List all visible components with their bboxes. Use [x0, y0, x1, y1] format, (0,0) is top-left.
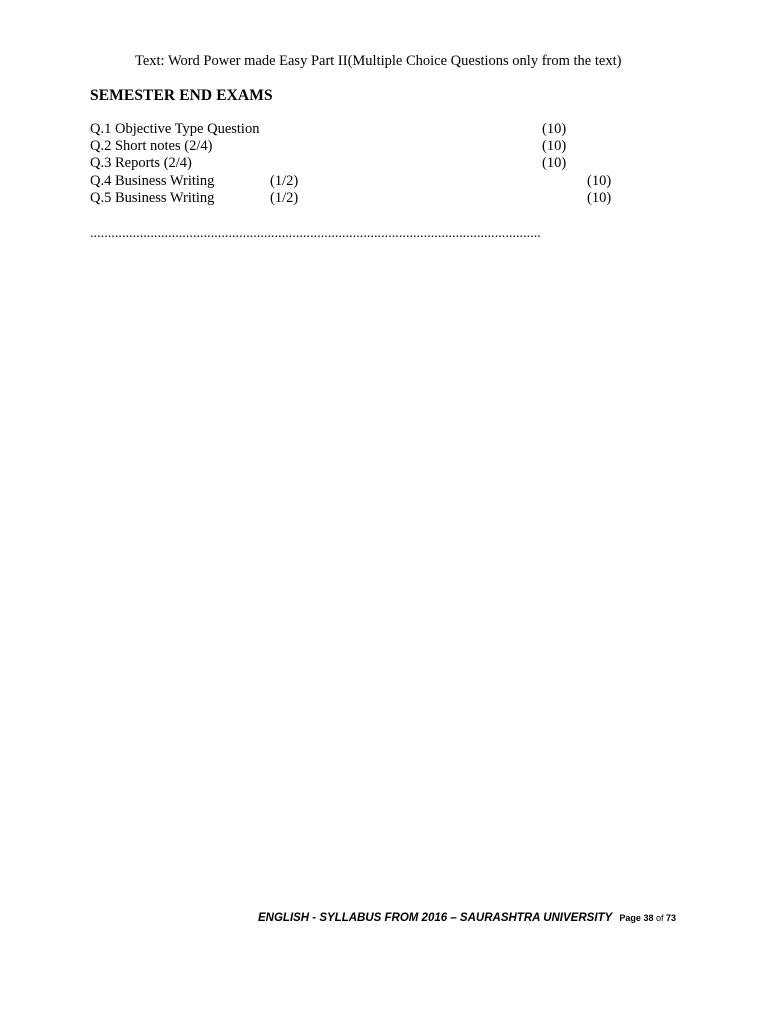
footer-title: ENGLISH - SYLLABUS FROM 2016 – SAURASHTRA UNIVERSITY [258, 912, 613, 924]
question-marks: (10) [542, 155, 567, 171]
page-of: of [655, 913, 664, 923]
page-footer [258, 912, 688, 924]
dotted-divider: ............................................................................................................................... [90, 226, 541, 241]
question-label: Q.2 Short notes (2/4) [90, 138, 213, 154]
question-marks: (10) [542, 138, 567, 154]
question-label: Q.5 Business Writing [90, 190, 215, 206]
question-row [90, 137, 690, 155]
question-label: Q.1 Objective Type Question [90, 121, 260, 137]
page-total: 73 [666, 913, 677, 923]
question-fraction: (1/2) [270, 190, 299, 206]
page-number [619, 913, 676, 923]
question-label: Q.3 Reports (2/4) [90, 155, 192, 171]
question-list [90, 120, 690, 210]
question-fraction: (1/2) [270, 173, 299, 189]
question-row [90, 172, 690, 190]
reference-text-line: Text: Word Power made Easy Part II(Multiple Choice Questions only from the text) [135, 53, 622, 69]
question-label: Q.4 Business Writing [90, 173, 215, 189]
section-heading: SEMESTER END EXAMS [90, 87, 273, 104]
question-marks: (10) [587, 190, 612, 206]
page-word: Page [619, 913, 641, 923]
question-marks: (10) [587, 173, 612, 189]
page-current: 38 [643, 913, 654, 923]
question-row [90, 120, 690, 138]
question-marks: (10) [542, 121, 567, 137]
question-row [90, 189, 690, 207]
question-row [90, 154, 690, 172]
